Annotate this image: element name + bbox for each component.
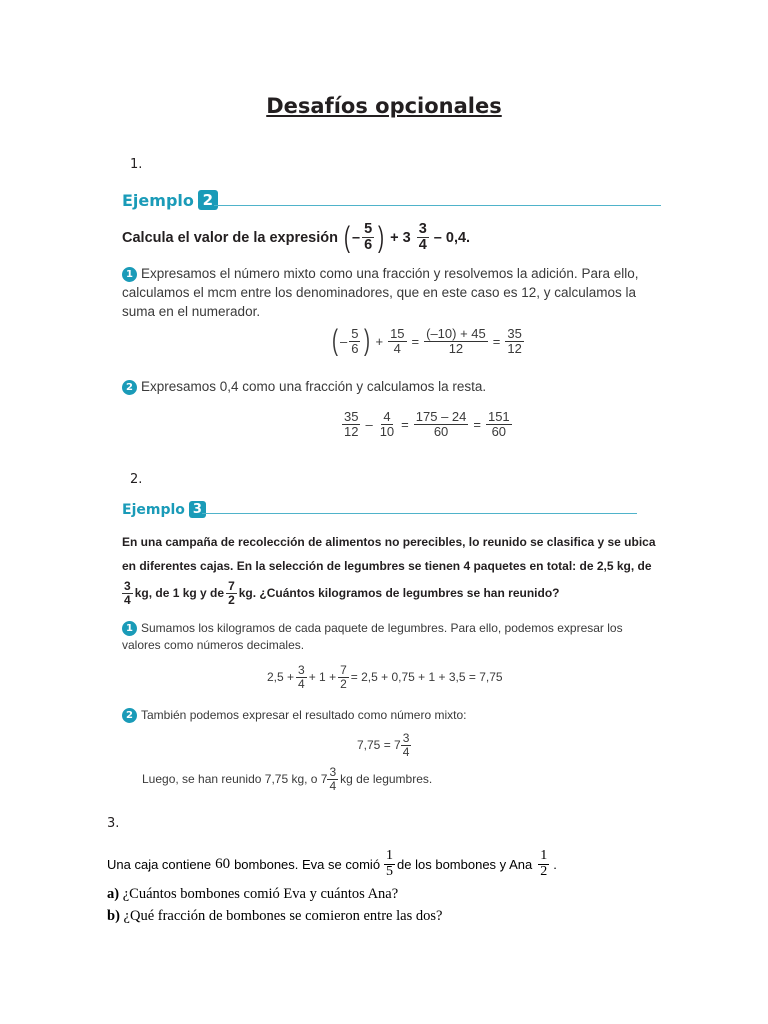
example-3-step-1 xyxy=(122,620,642,654)
question-label: a) xyxy=(107,886,120,902)
item-number-3: 3. xyxy=(107,816,120,831)
example-3-statement: En una campaña de recolección de alimentos no perecibles, lo reunido se clasifica y se ubica en diferentes cajas. En la selección de legumbres se tienen 4 paquetes en total: de 2,5 kg, de $\frac{3}{4}$ kg, de 1 kg y de $\frac{7}{2}$ kg. ¿Cuántos kilogramos de legumbres se han reunido? xyxy=(122,530,656,606)
question-3a xyxy=(107,886,398,903)
example-2-step-1 xyxy=(122,264,652,321)
step-badge: 1 xyxy=(122,267,137,282)
step-text: Expresamos 0,4 como una fracción y calculamos la resta. xyxy=(141,379,487,394)
example-number-badge: 2 xyxy=(198,190,218,210)
fraction: $\frac{3}{4}$ xyxy=(418,221,427,254)
statement-line: en diferentes cajas. En la selección de legumbres se tienen 4 paquetes en total: de 2,5 kg, de xyxy=(122,559,652,573)
question-text: ¿Cuántos bombones comió Eva y cuántos Ana? xyxy=(122,886,399,902)
fraction: $\frac{5}{6}$ xyxy=(364,221,373,254)
example-3-heading xyxy=(122,501,206,518)
statement-line: En una campaña de recolección de alimentos no perecibles, lo reunido se clasifica y se ubica xyxy=(122,535,656,549)
step-text: Expresamos el número mixto como una fracción y resolvemos la adición. Para ello, calculamos el mcm entre los denominadores, que en este caso es 12, y calculamos la suma en el numerador. xyxy=(122,266,639,319)
question-text: bombones. Eva se comió xyxy=(234,856,381,872)
example-2-heading xyxy=(122,190,218,210)
equation-1: ( – $\frac{5}{6}$ ) + $\frac{15}{4}$ = $\frac{(-10) + 45}{12}$ = $\frac{35}{12}$ xyxy=(332,324,522,357)
step-badge: 2 xyxy=(122,380,137,395)
statement-text-end: – 0,4. xyxy=(433,229,471,246)
question-text: de los bombones y Ana xyxy=(397,856,533,872)
statement-text: Calcula el valor de la expresión xyxy=(122,229,338,246)
example-number-badge: 3 xyxy=(189,501,206,518)
step-text: Sumamos los kilogramos de cada paquete de legumbres. Para ello, podemos expresar los valores como números decimales. xyxy=(122,621,623,652)
example-3-step-2 xyxy=(122,706,467,725)
statement-line: kg. ¿Cuántos kilogramos de legumbres se han reunido? xyxy=(238,586,560,601)
example-2-statement: Calcula el valor de la expresión ( – $\frac{5}{6}$ ) + 3 $\frac{3}{4}$ – 0,4. xyxy=(122,220,471,254)
question-text: ¿Qué fracción de bombones se comieron entre las dos? xyxy=(123,908,443,924)
page-title: Desafíos opcionales xyxy=(266,94,502,118)
example-divider xyxy=(202,513,637,514)
equation-2: $\frac{35}{12}$ – $\frac{4}{10}$ = $\frac{175 - 24}{60}$ = $\frac{151}{60}$ xyxy=(344,409,510,439)
example-2-step-2 xyxy=(122,377,486,396)
step-badge: 2 xyxy=(122,708,137,723)
question-number: 60 xyxy=(215,855,231,872)
equation-3: 2,5 + $\frac{3}{4}$ + 1 + $\frac{7}{2}$ = 2,5 + 0,75 + 1 + 3,5 = 7,75 xyxy=(267,663,503,691)
step-badge: 1 xyxy=(122,621,137,636)
question-3-statement: Una caja contiene 60 bombones. Eva se comió $\frac{1}{5}$ de los bombones y Ana $\frac{1}{2}$ . xyxy=(107,848,557,879)
question-text: Una caja contiene xyxy=(107,856,212,872)
item-number-2: 2. xyxy=(130,472,143,487)
item-number-1: 1. xyxy=(130,157,143,172)
example-3-conclusion: Luego, se han reunido 7,75 kg, o 7 $\frac{3}{4}$ kg de legumbres. xyxy=(142,765,433,793)
equation-4: 7,75 = 7 $\frac{3}{4}$ xyxy=(357,731,410,759)
question-3b xyxy=(107,908,442,925)
example-heading-label: Ejemplo xyxy=(122,501,185,518)
question-label: b) xyxy=(107,908,120,924)
example-heading-label: Ejemplo xyxy=(122,190,194,210)
step-text: También podemos expresar el resultado como número mixto: xyxy=(141,708,467,722)
statement-line: kg, de 1 kg y de xyxy=(134,586,225,601)
example-divider xyxy=(214,205,661,206)
question-text: . xyxy=(553,856,557,872)
